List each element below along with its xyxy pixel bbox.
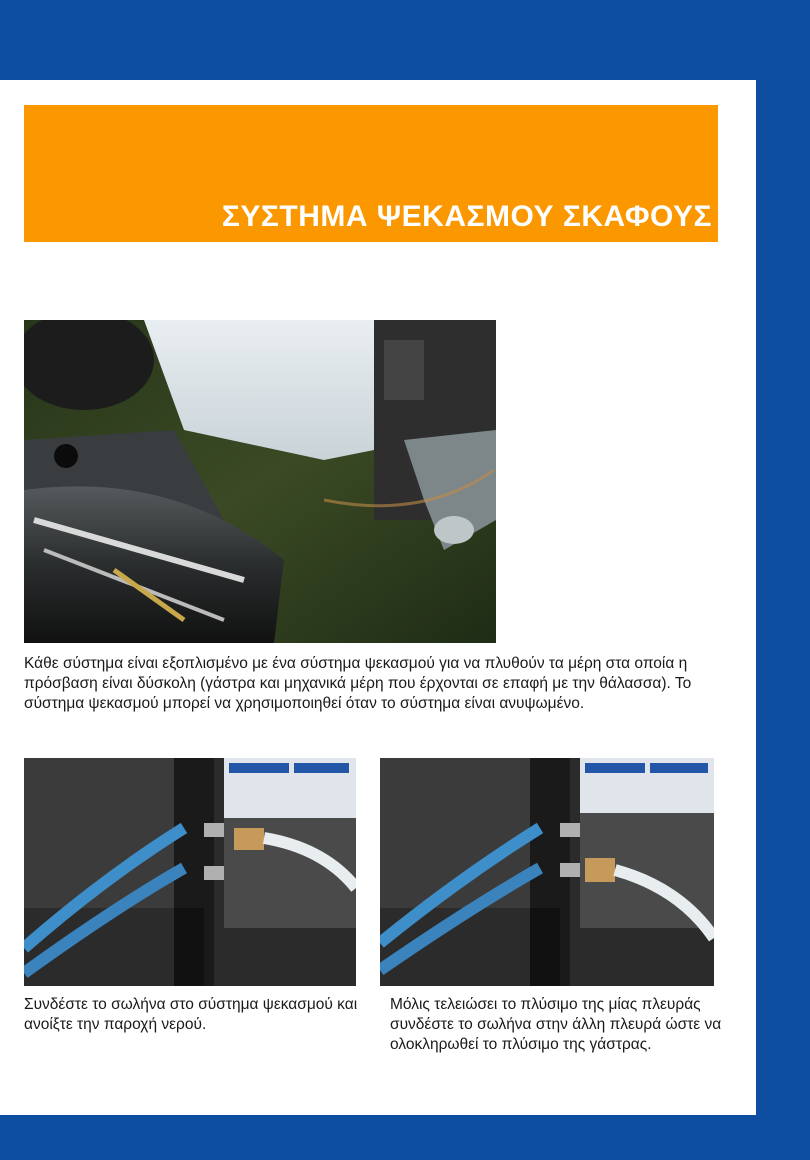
title-banner bbox=[24, 105, 718, 242]
step-right-caption: Μόλις τελειώσει το πλύσιμο της μίας πλευράς συνδέστε το σωλήνα στην άλλη πλευρά ώστε να ολοκληρωθεί το πλύσιμο της γάστρας. bbox=[390, 996, 722, 1053]
main-description: Κάθε σύστημα είναι εξοπλισμένο με ένα σύστημα ψεκασμού για να πλυθούν τα μέρη στα οποία η πρόσβαση είναι δύσκολη (γάστρα και μηχανικά μέρη που έρχονται σε επαφή με την θάλασσα). Το σύστημα ψεκασμού μπορεί να χρησιμοποιηθεί όταν το σύστημα είναι ανυψωμένο. bbox=[24, 655, 692, 712]
boat-hull-spray-photo bbox=[24, 320, 496, 643]
hose-connection-photo-left bbox=[24, 758, 356, 986]
page-title: ΣΥΣΤΗΜΑ ΨΕΚΑΣΜΟΥ ΣΚΑΦΟΥΣ bbox=[221, 200, 712, 233]
step-left-caption: Συνδέστε το σωλήνα στο σύστημα ψεκασμού και ανοίξτε την παροχή νερού. bbox=[24, 996, 358, 1033]
hose-connection-photo-right bbox=[380, 758, 714, 986]
page bbox=[0, 80, 756, 1115]
